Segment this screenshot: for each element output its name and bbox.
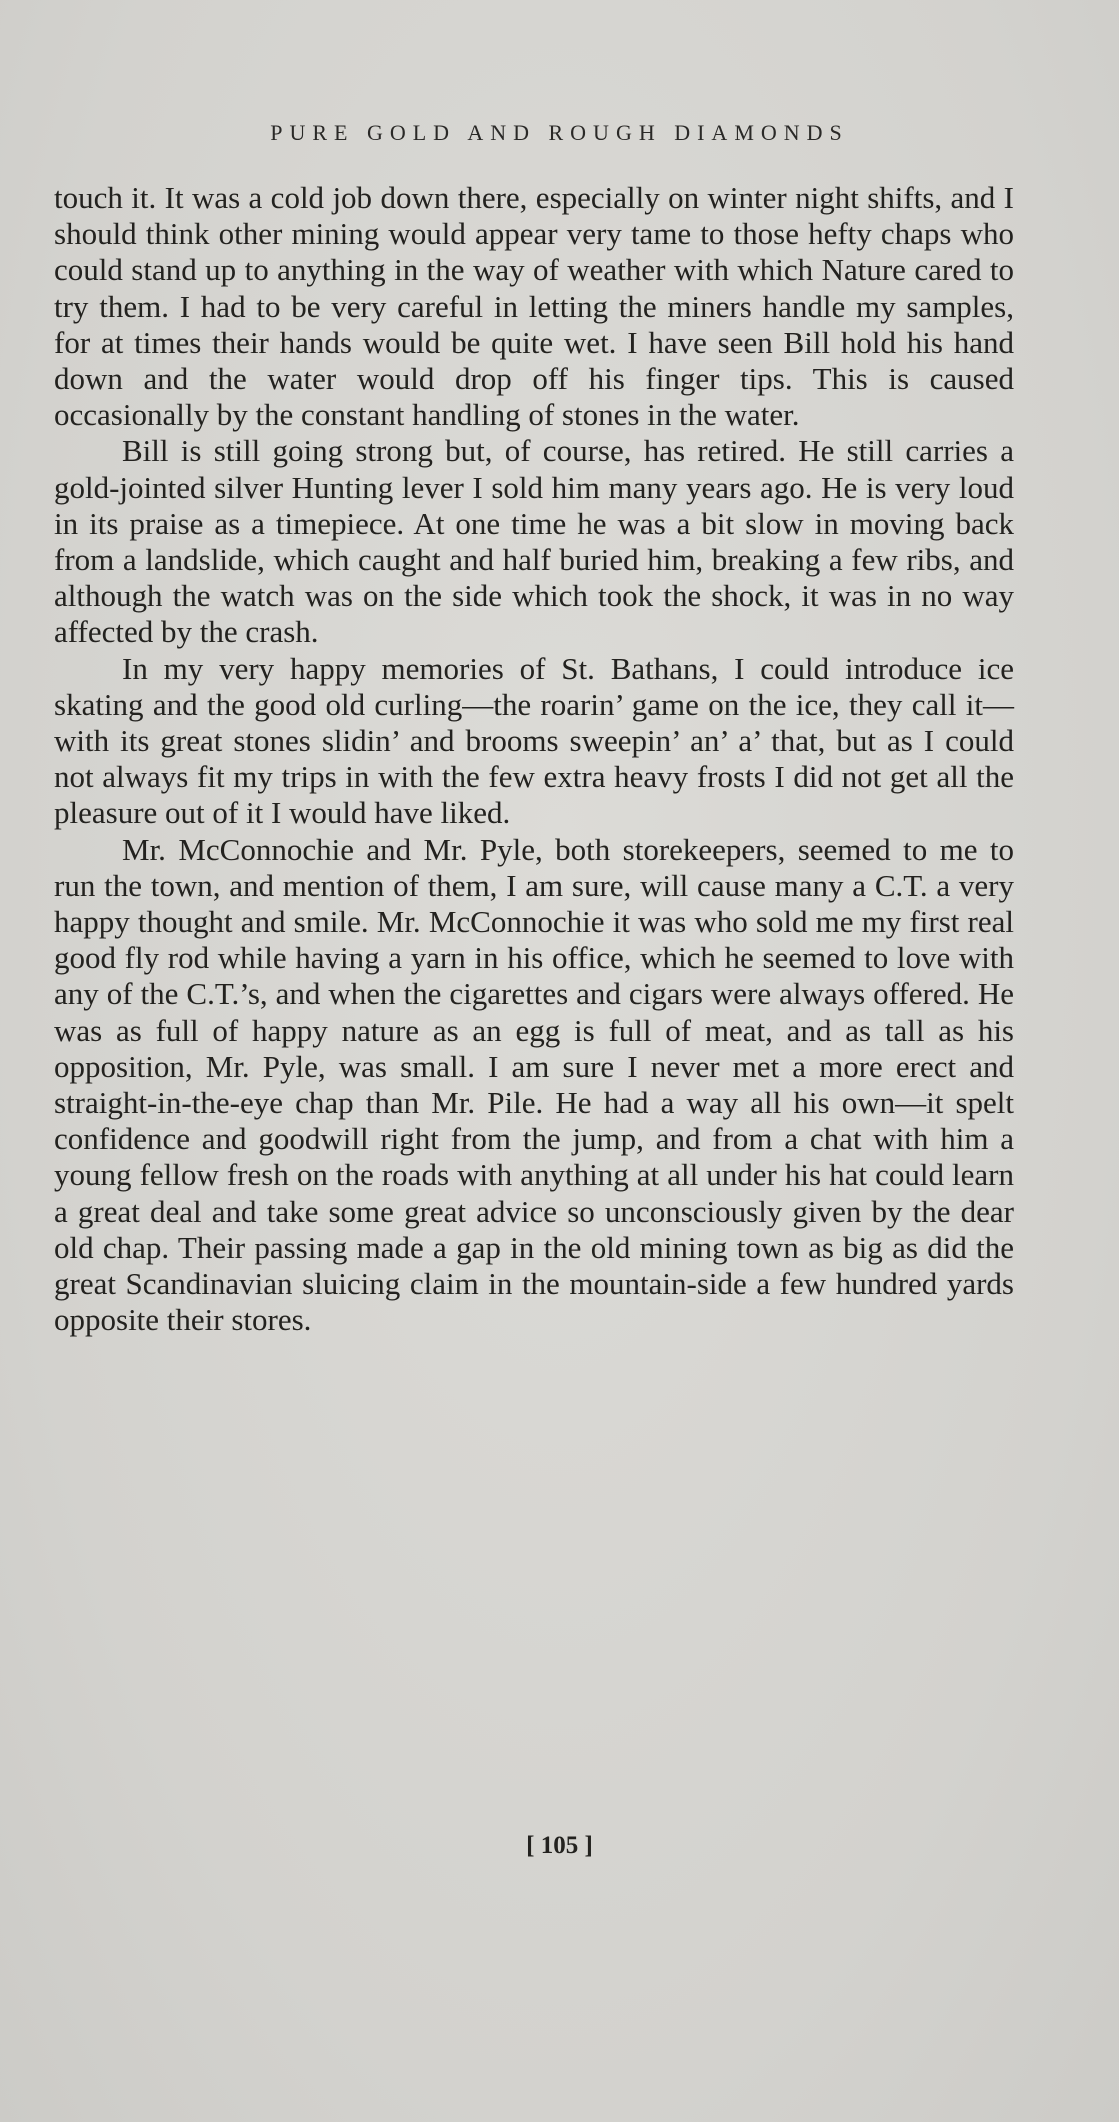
paragraph-3: In my very happy memories of St. Bathans, I could introduce ice skating and the good old curling—the roarin’ game on the ice, they call it—with its great stones slidin’ and brooms sweepin’ an’ a’ that, but as I could not always fit my trips in with the few extra heavy frosts I did not get all the pleasure out of it I would have liked. — [54, 650, 1014, 831]
body-text — [54, 180, 1014, 1339]
paragraph-2: Bill is still going strong but, of course, has retired. He still carries a gold-jointed silver Hunting lever I sold him many years ago. He is very loud in its praise as a timepiece. At one time he was a bit slow in moving back from a landslide, which caught and half buried him, breaking a few ribs, and although the watch was on the side which took the shock, it was in no way affected by the crash. — [54, 433, 1014, 650]
paragraph-4: Mr. McConnochie and Mr. Pyle, both storekeepers, seemed to me to run the town, and mention of them, I am sure, will cause many a C.T. a very happy thought and smile. Mr. McConnochie it was who sold me my first real good fly rod while having a yarn in his office, which he seemed to love with any of the C.T.’s, and when the cigarettes and cigars were always offered. He was as full of happy nature as an egg is full of meat, and as tall as his opposition, Mr. Pyle, was small. I am sure I never met a more erect and straight-in-the-eye chap than Mr. Pile. He had a way all his own—it spelt confidence and goodwill right from the jump, and from a chat with him a young fellow fresh on the roads with anything at all under his hat could learn a great deal and take some great advice so unconsciously given by the dear old chap. Their passing made a gap in the old mining town as big as did the great Scandinavian sluicing claim in the mountain-side a few hundred yards opposite their stores. — [54, 831, 1014, 1338]
paragraph-1: touch it. It was a cold job down there, especially on winter night shifts, and I should think other mining would appear very tame to those hefty chaps who could stand up to anything in the way of weather with which Nature cared to try them. I had to be very careful in letting the miners handle my samples, for at times their hands would be quite wet. I have seen Bill hold his hand down and the water would drop off his finger tips. This is caused occasionally by the constant handling of stones in the water. — [54, 180, 1014, 433]
page-number: [ 105 ] — [526, 1832, 593, 1859]
running-head: PURE GOLD AND ROUGH DIAMONDS — [270, 120, 849, 145]
